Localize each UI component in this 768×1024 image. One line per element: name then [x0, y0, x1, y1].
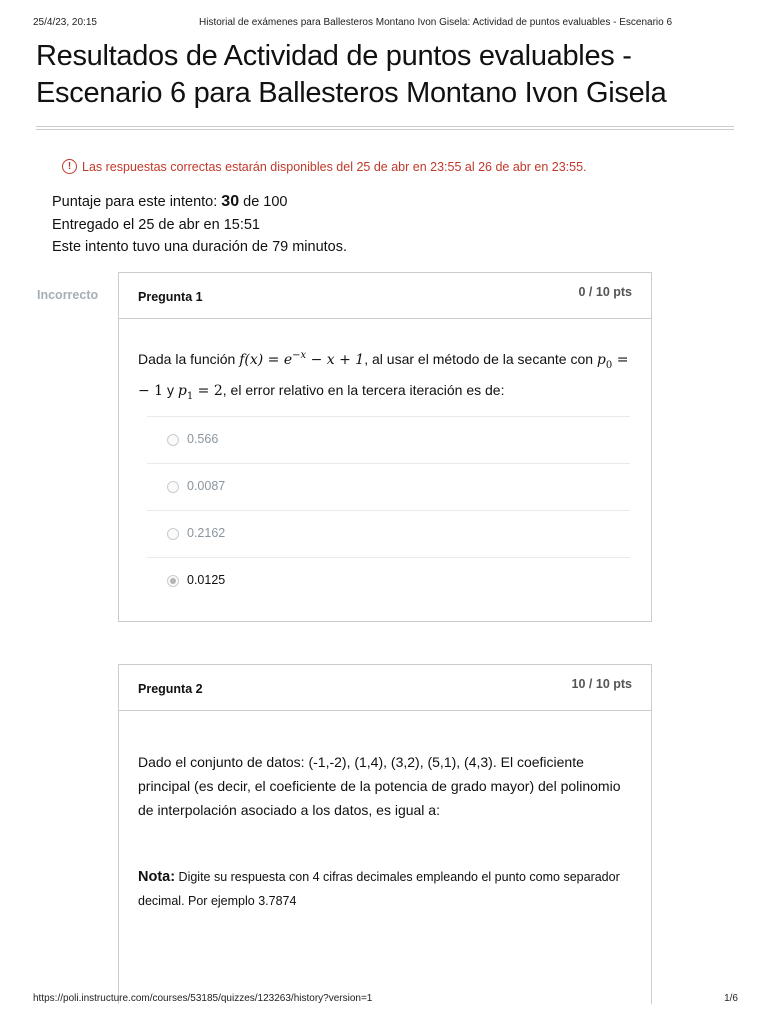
p1-symbol: p	[177, 383, 187, 399]
p0-subscript: 0	[605, 360, 613, 371]
p1-value: = 2	[193, 383, 223, 399]
answer-text: 0.2162	[187, 526, 226, 540]
answer-option[interactable]	[147, 510, 630, 557]
question-text-part: Dada la función	[138, 351, 240, 367]
question-text-part: y	[163, 382, 178, 398]
question-points: 10 / 10 pts	[571, 677, 632, 691]
note-label: Nota:	[138, 869, 176, 885]
p1-subscript: 1	[186, 391, 194, 402]
function-formula	[239, 352, 364, 368]
answer-option[interactable]	[147, 416, 630, 463]
note-text: Digite su respuesta con 4 cifras decimales empleando el punto como separador decimal. Por ejemplo 3.7874	[138, 870, 620, 908]
question-text: Dado el conjunto de datos: (-1,-2), (1,4), (3,2), (5,1), (4,3). El coeficiente principal (es decir, el coeficiente de la potencia de grado mayor) del polinomio de interpolación asociado a los datos, es igual a:	[138, 754, 621, 818]
question-1-status: Incorrecto	[37, 288, 99, 302]
print-page-number: 1/6	[724, 993, 738, 1004]
answers-availability-alert	[62, 159, 587, 174]
question-title: Pregunta 2	[138, 682, 203, 696]
question-title: Pregunta 1	[138, 290, 203, 304]
duration-line: Este intento tuvo una duración de 79 minutos.	[52, 239, 348, 255]
print-document-title: Historial de exámenes para Ballesteros Montano Ivon Gisela: Actividad de puntos evaluables - Escenario 6	[199, 17, 673, 28]
alert-text: Las respuestas correctas estarán disponibles del 25 de abr en 23:55 al 26 de abr en 23:55.	[82, 159, 587, 174]
attempt-summary	[52, 191, 347, 259]
score-value: 30	[221, 193, 240, 210]
question-1	[118, 272, 652, 622]
print-url: https://poli.instructure.com/courses/53185/quizzes/123263/history?version=1	[33, 993, 373, 1004]
score-total: de 100	[243, 194, 288, 210]
answer-option[interactable]	[147, 463, 630, 510]
radio-button[interactable]	[167, 434, 179, 446]
answer-option-selected[interactable]	[147, 557, 630, 604]
question-header	[119, 273, 651, 319]
title-divider	[36, 126, 734, 130]
question-text-part: , al usar el método de la secante con	[364, 351, 597, 367]
question-text-part: , el error relativo en la tercera iteración es de:	[222, 382, 505, 398]
radio-button-selected[interactable]	[167, 575, 179, 587]
question-note	[138, 865, 628, 913]
answer-text: 0.0125	[187, 573, 226, 587]
formula-rest: − x + 1	[306, 352, 365, 368]
answer-list	[147, 416, 630, 604]
question-header	[119, 665, 651, 711]
question-points: 0 / 10 pts	[578, 285, 632, 299]
score-label: Puntaje para este intento:	[52, 194, 218, 210]
print-date: 25/4/23, 20:15	[33, 17, 97, 28]
page-title: Resultados de Actividad de puntos evaluables - Escenario 6 para Ballesteros Montano Ivon Gisela	[36, 40, 667, 109]
answer-text: 0.566	[187, 432, 219, 446]
p0-value: = − 1	[138, 352, 629, 399]
radio-button[interactable]	[167, 481, 179, 493]
submitted-line: Entregado el 25 de abr en 15:51	[52, 216, 260, 233]
p0-symbol: p	[596, 352, 606, 368]
warning-icon: !	[62, 159, 77, 174]
formula-base: f(x) = e	[239, 352, 293, 368]
radio-button[interactable]	[167, 528, 179, 540]
question-2	[118, 664, 652, 1004]
answer-text: 0.0087	[187, 479, 226, 493]
question-text	[138, 344, 638, 409]
formula-exponent: −x	[292, 350, 307, 361]
score-line	[52, 191, 347, 214]
p1-formula	[177, 383, 223, 402]
